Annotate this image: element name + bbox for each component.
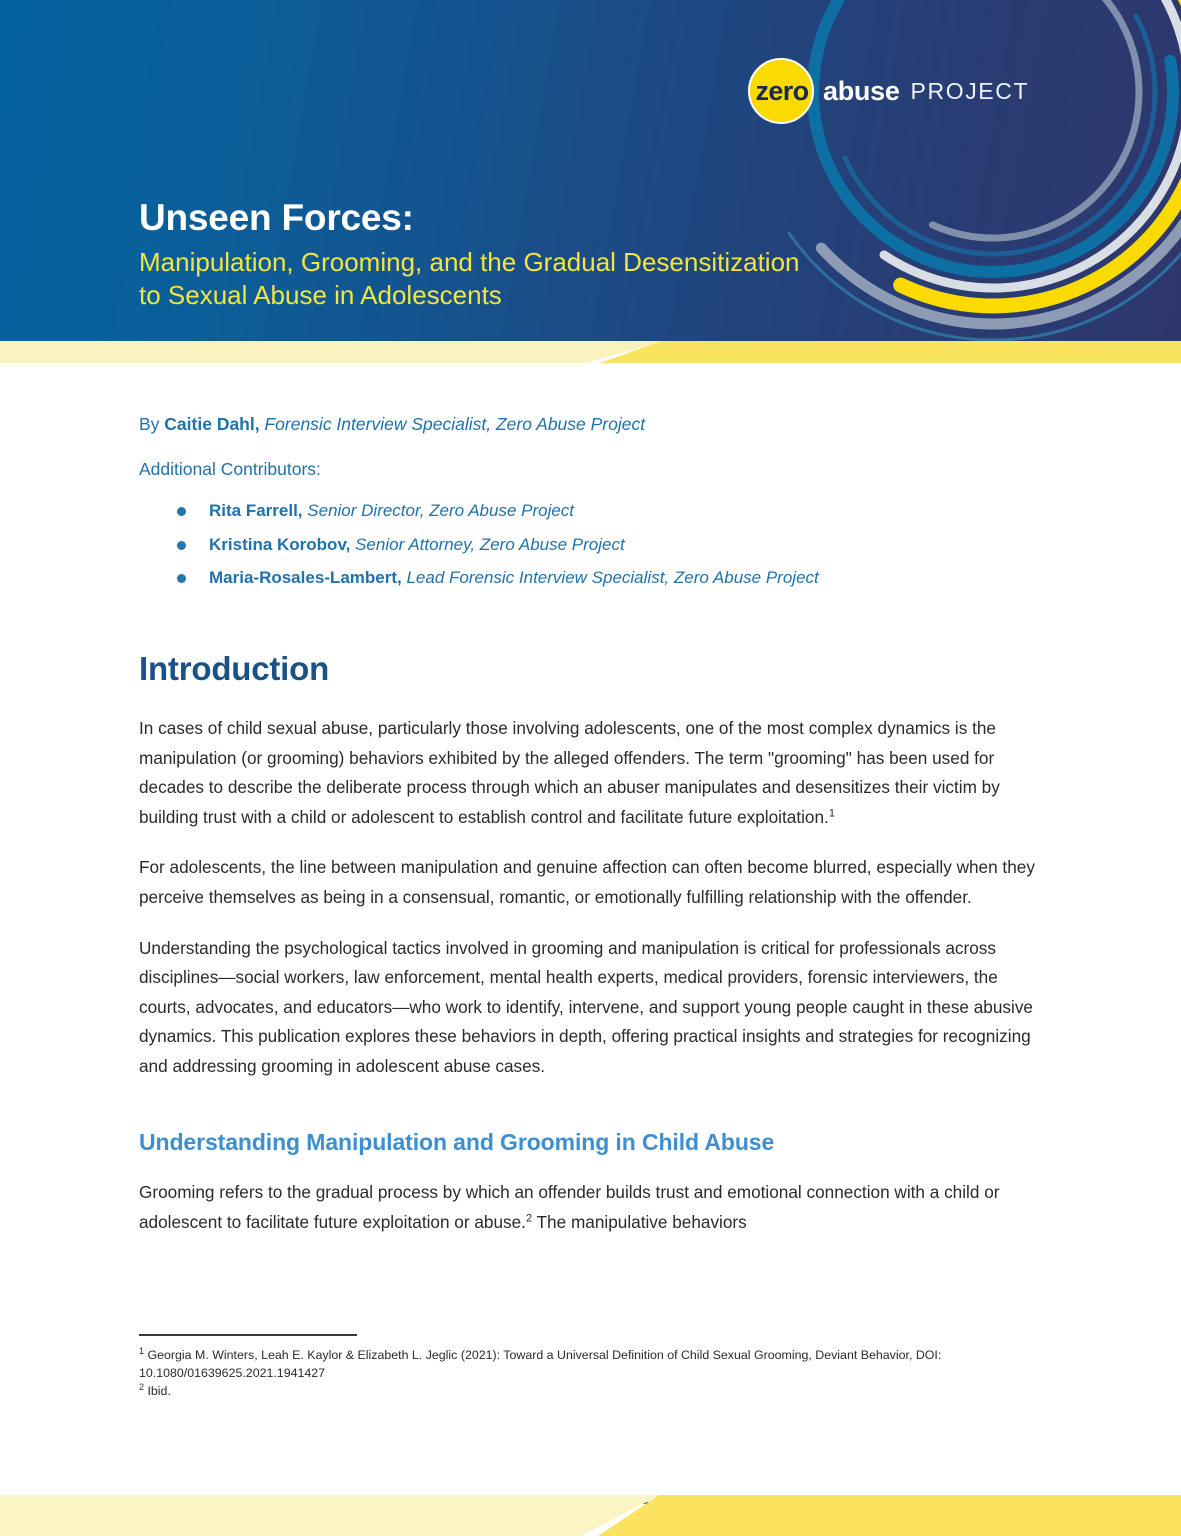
footnote-ref-1: 1 (828, 807, 835, 820)
contributor-name: Rita Farrell, (209, 501, 303, 521)
footnote-separator-rule (139, 1334, 357, 1336)
document-title: Unseen Forces: (139, 197, 414, 238)
document-header (0, 0, 1181, 341)
header-yellow-band (0, 341, 1181, 363)
logo-zero-text: zero (755, 75, 809, 106)
contributor-role: Senior Director, Zero Abuse Project (302, 501, 575, 521)
footer-band-pale-segment (0, 1495, 660, 1536)
document-body (139, 412, 1049, 1259)
logo-yellow-circle (748, 58, 814, 124)
footnote-2-text: Ibid. (147, 1383, 171, 1398)
byline-prefix: By (139, 414, 165, 434)
section-heading-introduction: Introduction (139, 650, 330, 688)
document-subtitle-line-2: to Sexual Abuse in Adolescents (139, 279, 502, 310)
document-subtitle-line-1: Manipulation, Grooming, and the Gradual Desensitization (139, 246, 800, 277)
list-item (177, 500, 1049, 521)
zero-abuse-project-logo (748, 58, 1029, 124)
footer-yellow-band (0, 1495, 1181, 1536)
footnote-2-marker: 2 (139, 1381, 145, 1392)
footnote-2 (139, 1383, 1049, 1401)
contributor-role: Senior Attorney, Zero Abuse Project (350, 534, 625, 554)
paragraph-4-text-a: Grooming refers to the gradual process by which an offender builds trust and emotional connection with a child or adolescent to facilitate future exploitation or abuse. (139, 1182, 1000, 1233)
paragraph-4 (139, 1178, 1049, 1237)
section-subheading-understanding-manipulation: Understanding Manipulation and Grooming in Child Abuse (139, 1129, 775, 1156)
byline-author-role: Forensic Interview Specialist, Zero Abuse Project (259, 414, 646, 434)
list-item (177, 567, 1049, 588)
byline-author: Caitie Dahl, (164, 414, 260, 434)
header-band-pale-segment (0, 341, 665, 363)
footnote-1 (139, 1347, 1049, 1383)
paragraph-2: For adolescents, the line between manipulation and genuine affection can often become blurred, especially when they perceive themselves as being in a consensual, romantic, or emotionally fulfilling relationship with the offender. (139, 857, 1035, 908)
footnote-1-marker: 1 (139, 1345, 145, 1356)
footnotes-block (139, 1334, 1049, 1401)
footnote-ref-2: 2 (525, 1212, 533, 1225)
contributor-role: Lead Forensic Interview Specialist, Zero Abuse Project (401, 567, 819, 587)
contributor-name: Kristina Korobov, (209, 534, 351, 554)
footnote-1-text: Georgia M. Winters, Leah E. Kaylor & Elizabeth L. Jeglic (2021): Toward a Universal Definition of Child Sexual Grooming, Deviant Behavior, DOI: 10.1080/01639625.2021.1941427 (139, 1348, 942, 1380)
title-block (139, 196, 999, 312)
contributors-list (139, 500, 1049, 588)
paragraph-1-text: In cases of child sexual abuse, particularly those involving adolescents, one of the most complex dynamics is the manipulation (or grooming) behaviors exhibited by the alleged offenders. The term "grooming" has been used for decades to describe the deliberate process through which an abuser manipulates and desensitizes their victim by building trust with a child or adolescent to establish control and facilitate future exploitation. (139, 718, 1000, 827)
paragraph-4-text-b: The manipulative behaviors (532, 1212, 747, 1233)
paragraph-3: Understanding the psychological tactics involved in grooming and manipulation is critical for professionals across disciplines—social workers, law enforcement, mental health experts, medical providers, forensic interviewers, the courts, advocates, and educators—who work to identify, intervene, and support young people caught in these abusive dynamics. This publication explores these behaviors in depth, offering practical insights and strategies for recognizing and addressing grooming in adolescent abuse cases. (139, 937, 1033, 1076)
list-item (177, 534, 1049, 555)
document-subtitle (139, 246, 999, 313)
logo-abuse-text: abuse (823, 75, 900, 106)
paragraph-1 (139, 714, 1049, 832)
footer-band-bright-segment (598, 1495, 1181, 1536)
contributors-label: Additional Contributors: (139, 459, 321, 480)
logo-project-text: PROJECT (910, 77, 1030, 104)
header-band-bright-segment (600, 341, 1181, 363)
contributor-name: Maria-Rosales-Lambert, (209, 567, 402, 587)
byline (139, 412, 1049, 437)
